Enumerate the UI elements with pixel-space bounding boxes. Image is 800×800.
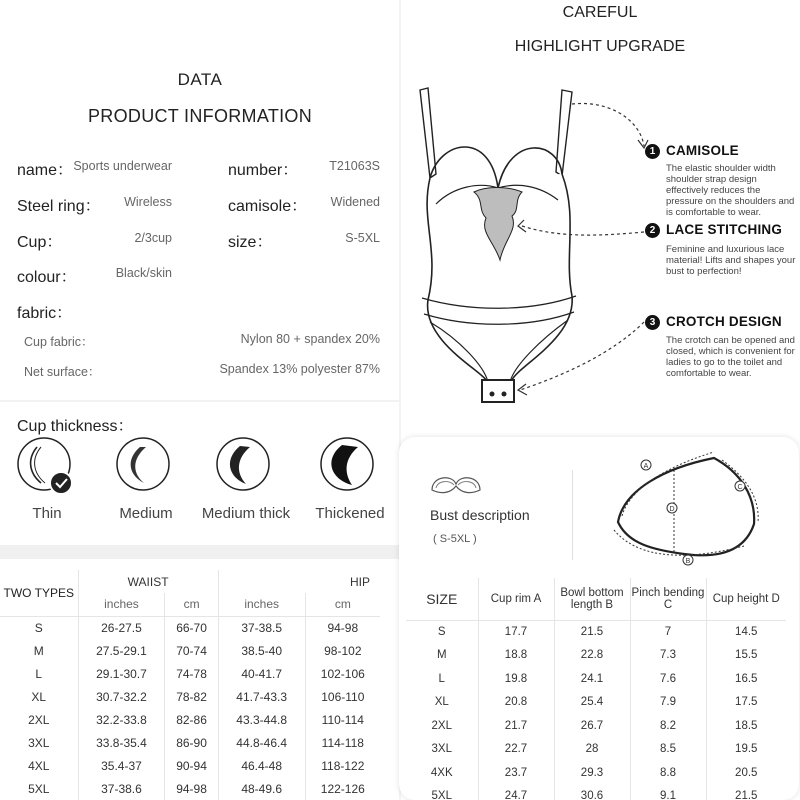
value-cell: 114-118 xyxy=(321,735,364,750)
horizontal-divider-band xyxy=(0,545,400,559)
value-cell: 20.8 xyxy=(478,691,554,715)
size-cell: M xyxy=(0,639,78,662)
value-cell: 8.2 xyxy=(630,714,706,738)
value-cell: 37-38.6 xyxy=(78,777,165,800)
fabric-row xyxy=(0,330,400,352)
info-value: S-5XL xyxy=(345,231,380,245)
thickness-option-thickened xyxy=(300,437,400,527)
value-cell: 86-90 xyxy=(165,731,218,754)
value-cell: 29.1-30.7 xyxy=(78,662,165,685)
value-cell: 14.5 xyxy=(735,626,758,638)
label-b: B xyxy=(685,558,691,565)
value-cell: 98-102 xyxy=(324,643,362,658)
thin-cup-icon xyxy=(17,437,77,497)
size-cell: L xyxy=(406,667,478,691)
size-cell: L xyxy=(0,662,78,685)
medium-cup-icon xyxy=(116,437,176,497)
value-cell: 7.3 xyxy=(630,644,706,668)
size-cell: S xyxy=(406,620,478,644)
info-label: Cup： xyxy=(17,234,63,251)
value-cell: 90-94 xyxy=(165,754,218,777)
value-cell: 7.9 xyxy=(630,691,706,715)
thickness-label: Thin xyxy=(32,505,62,522)
highlight-heading: HIGHLIGHT UPGRADE xyxy=(514,38,686,55)
thickness-option-medium xyxy=(96,437,196,527)
info-row xyxy=(0,298,400,320)
value-cell: 21.5 xyxy=(735,790,758,800)
value-cell: 35.4-37 xyxy=(78,754,165,777)
size-table-waist-hip xyxy=(0,570,380,800)
info-value: T21063S xyxy=(329,159,380,173)
sub-header: cm xyxy=(165,593,218,616)
thickness-label: Medium thick xyxy=(201,505,291,522)
thickened-cup-icon xyxy=(320,437,380,497)
info-label: Steel ring： xyxy=(17,198,101,215)
value-cell: 26-27.5 xyxy=(78,616,165,639)
value-cell: 22.8 xyxy=(554,644,630,668)
value-cell: 66-70 xyxy=(165,616,218,639)
table-header-row xyxy=(0,570,380,593)
thickness-option-medium-thick xyxy=(196,437,296,527)
info-row xyxy=(0,227,400,249)
value-cell: 20.5 xyxy=(735,766,758,779)
value-cell: 41.7-43.3 xyxy=(218,685,305,708)
table-row xyxy=(406,667,786,691)
value-cell: 70-74 xyxy=(165,639,218,662)
data-heading: DATA xyxy=(177,70,223,89)
value-cell: 74-78 xyxy=(165,662,218,685)
table-row xyxy=(0,731,380,754)
sub-header: cm xyxy=(305,593,380,616)
fabric-row-value: Spandex 13% polyester 87% xyxy=(219,362,380,376)
value-cell: 16.5 xyxy=(735,672,758,685)
size-cell: XL xyxy=(406,691,478,715)
info-value: Sports underwear xyxy=(73,159,172,173)
label-d: D xyxy=(669,506,675,513)
size-cell: S xyxy=(0,616,78,639)
table-row xyxy=(406,691,786,715)
info-label: camisole： xyxy=(228,198,308,215)
hip-header: HIP xyxy=(349,574,370,589)
fabric-row-value: Nylon 80 + spandex 20% xyxy=(240,332,380,346)
size-cell: XL xyxy=(0,685,78,708)
table-corner: TWO TYPES xyxy=(0,570,78,616)
info-value: Widened xyxy=(330,195,380,209)
value-cell: 7.6 xyxy=(630,667,706,691)
info-label: size： xyxy=(228,234,273,251)
bust-size-range: ( S-5XL ) xyxy=(433,533,477,545)
info-label: colour： xyxy=(17,269,77,286)
cup-thickness-title: Cup thickness： xyxy=(17,418,134,435)
table-header-row xyxy=(406,578,786,620)
value-cell: 27.5-29.1 xyxy=(78,639,165,662)
table-row xyxy=(0,685,380,708)
feature-title: CAMISOLE xyxy=(666,143,739,158)
value-cell: 102-106 xyxy=(320,666,365,681)
header-cell: Cup rim A xyxy=(478,578,554,620)
value-cell: 17.7 xyxy=(478,620,554,644)
value-cell: 19.5 xyxy=(735,743,758,756)
label-a: A xyxy=(643,463,649,470)
size-cell: 2XL xyxy=(0,708,78,731)
value-cell: 26.7 xyxy=(554,714,630,738)
value-cell: 7 xyxy=(630,620,706,644)
value-cell: 44.8-46.4 xyxy=(218,731,305,754)
value-cell: 17.5 xyxy=(735,696,758,709)
value-cell: 122-126 xyxy=(320,781,365,796)
fabric-row xyxy=(0,360,400,382)
value-cell: 38.5-40 xyxy=(218,639,305,662)
table-row xyxy=(406,738,786,762)
bust-divider xyxy=(572,470,573,560)
size-cell: 4XL xyxy=(0,754,78,777)
info-row xyxy=(0,155,400,177)
size-cell: 3XL xyxy=(0,731,78,754)
value-cell: 21.7 xyxy=(478,714,554,738)
value-cell: 24.1 xyxy=(554,667,630,691)
fabric-row-label: Cup fabric： xyxy=(24,335,94,349)
table-row xyxy=(0,616,380,639)
medium-thick-cup-icon xyxy=(216,437,276,497)
fabric-row-label: Net surface： xyxy=(24,365,101,379)
value-cell: 21.5 xyxy=(554,620,630,644)
sub-header: inches xyxy=(218,593,305,616)
table-row xyxy=(0,777,380,800)
table-row xyxy=(406,761,786,785)
value-cell: 22.7 xyxy=(478,738,554,762)
header-cell: Cup height D xyxy=(706,578,786,620)
value-cell: 18.5 xyxy=(735,719,758,732)
info-label: number： xyxy=(228,162,299,179)
thickness-option-thin xyxy=(0,437,97,527)
horizontal-divider xyxy=(0,400,400,402)
cup-measure-diagram xyxy=(604,450,764,570)
value-cell: 40-41.7 xyxy=(218,662,305,685)
header-cell: SIZE xyxy=(406,578,478,620)
size-cell: 5XL xyxy=(406,785,478,800)
value-cell: 15.5 xyxy=(735,649,758,662)
thickness-label: Medium xyxy=(119,505,173,522)
table-row xyxy=(0,662,380,685)
thickness-label: Thickened xyxy=(315,505,385,522)
feature-title: LACE STITCHING xyxy=(666,222,783,237)
value-cell: 118-122 xyxy=(321,758,365,773)
feature-badge: 3 xyxy=(645,315,660,330)
waist-header: WAIIST xyxy=(78,570,218,593)
header-cell: Pinch bending C xyxy=(630,578,706,620)
value-cell: 33.8-35.4 xyxy=(78,731,165,754)
info-value: Wireless xyxy=(124,195,172,209)
value-cell: 82-86 xyxy=(165,708,218,731)
value-cell: 48-49.6 xyxy=(218,777,305,800)
value-cell: 24.7 xyxy=(478,785,554,800)
value-cell: 8.8 xyxy=(630,761,706,785)
info-row xyxy=(0,262,400,284)
careful-heading: CAREFUL xyxy=(562,4,638,21)
bust-title: Bust description xyxy=(430,507,530,523)
table-row xyxy=(0,708,380,731)
size-cell: 2XL xyxy=(406,714,478,738)
info-label: name： xyxy=(17,162,74,179)
value-cell: 94-98 xyxy=(165,777,218,800)
size-cell: 5XL xyxy=(0,777,78,800)
bra-icon xyxy=(428,470,484,500)
value-cell: 28 xyxy=(554,738,630,762)
feature-description: The crotch can be opened and closed, which is convenient for ladies to go to the toilet and comfortable to wear. xyxy=(666,335,795,379)
size-table-cup xyxy=(406,578,786,800)
value-cell: 30.6 xyxy=(554,785,630,800)
table-row xyxy=(0,639,380,662)
value-cell: 37-38.5 xyxy=(218,616,305,639)
value-cell: 19.8 xyxy=(478,667,554,691)
feature-description: Feminine and luxurious lace material! Lifts and shapes your bust to perfection! xyxy=(666,244,796,277)
size-cell: M xyxy=(406,644,478,668)
info-row xyxy=(0,191,400,213)
info-value: Black/skin xyxy=(115,266,172,280)
feature-description: The elastic shoulder width shoulder strap design effectively reduces the pressure on the shoulders and is comfortable to wear. xyxy=(666,163,795,218)
value-cell: 30.7-32.2 xyxy=(78,685,165,708)
value-cell: 23.7 xyxy=(478,761,554,785)
product-info-heading: PRODUCT INFORMATION xyxy=(87,106,313,126)
value-cell: 32.2-33.8 xyxy=(78,708,165,731)
value-cell: 43.3-44.8 xyxy=(218,708,305,731)
table-row xyxy=(0,754,380,777)
label-c: C xyxy=(737,484,743,491)
feature-badge: 1 xyxy=(645,144,660,159)
feature-badge: 2 xyxy=(645,223,660,238)
value-cell: 25.4 xyxy=(554,691,630,715)
value-cell: 29.3 xyxy=(554,761,630,785)
table-row xyxy=(406,714,786,738)
table-row xyxy=(406,620,786,644)
size-cell: 3XL xyxy=(406,738,478,762)
header-cell: Bowl bottom length B xyxy=(554,578,630,620)
table-row xyxy=(406,644,786,668)
value-cell: 8.5 xyxy=(630,738,706,762)
table-row xyxy=(406,785,786,800)
value-cell: 94-98 xyxy=(327,620,359,635)
info-value: 2/3cup xyxy=(134,231,172,245)
value-cell: 46.4-48 xyxy=(218,754,305,777)
value-cell: 18.8 xyxy=(478,644,554,668)
value-cell: 106-110 xyxy=(321,689,365,704)
value-cell: 9.1 xyxy=(630,785,706,800)
feature-title: CROTCH DESIGN xyxy=(666,314,782,329)
sub-header: inches xyxy=(78,593,165,616)
fabric-label: fabric： xyxy=(17,305,73,322)
size-cell: 4XK xyxy=(406,761,478,785)
value-cell: 78-82 xyxy=(165,685,218,708)
value-cell: 110-114 xyxy=(321,712,364,727)
